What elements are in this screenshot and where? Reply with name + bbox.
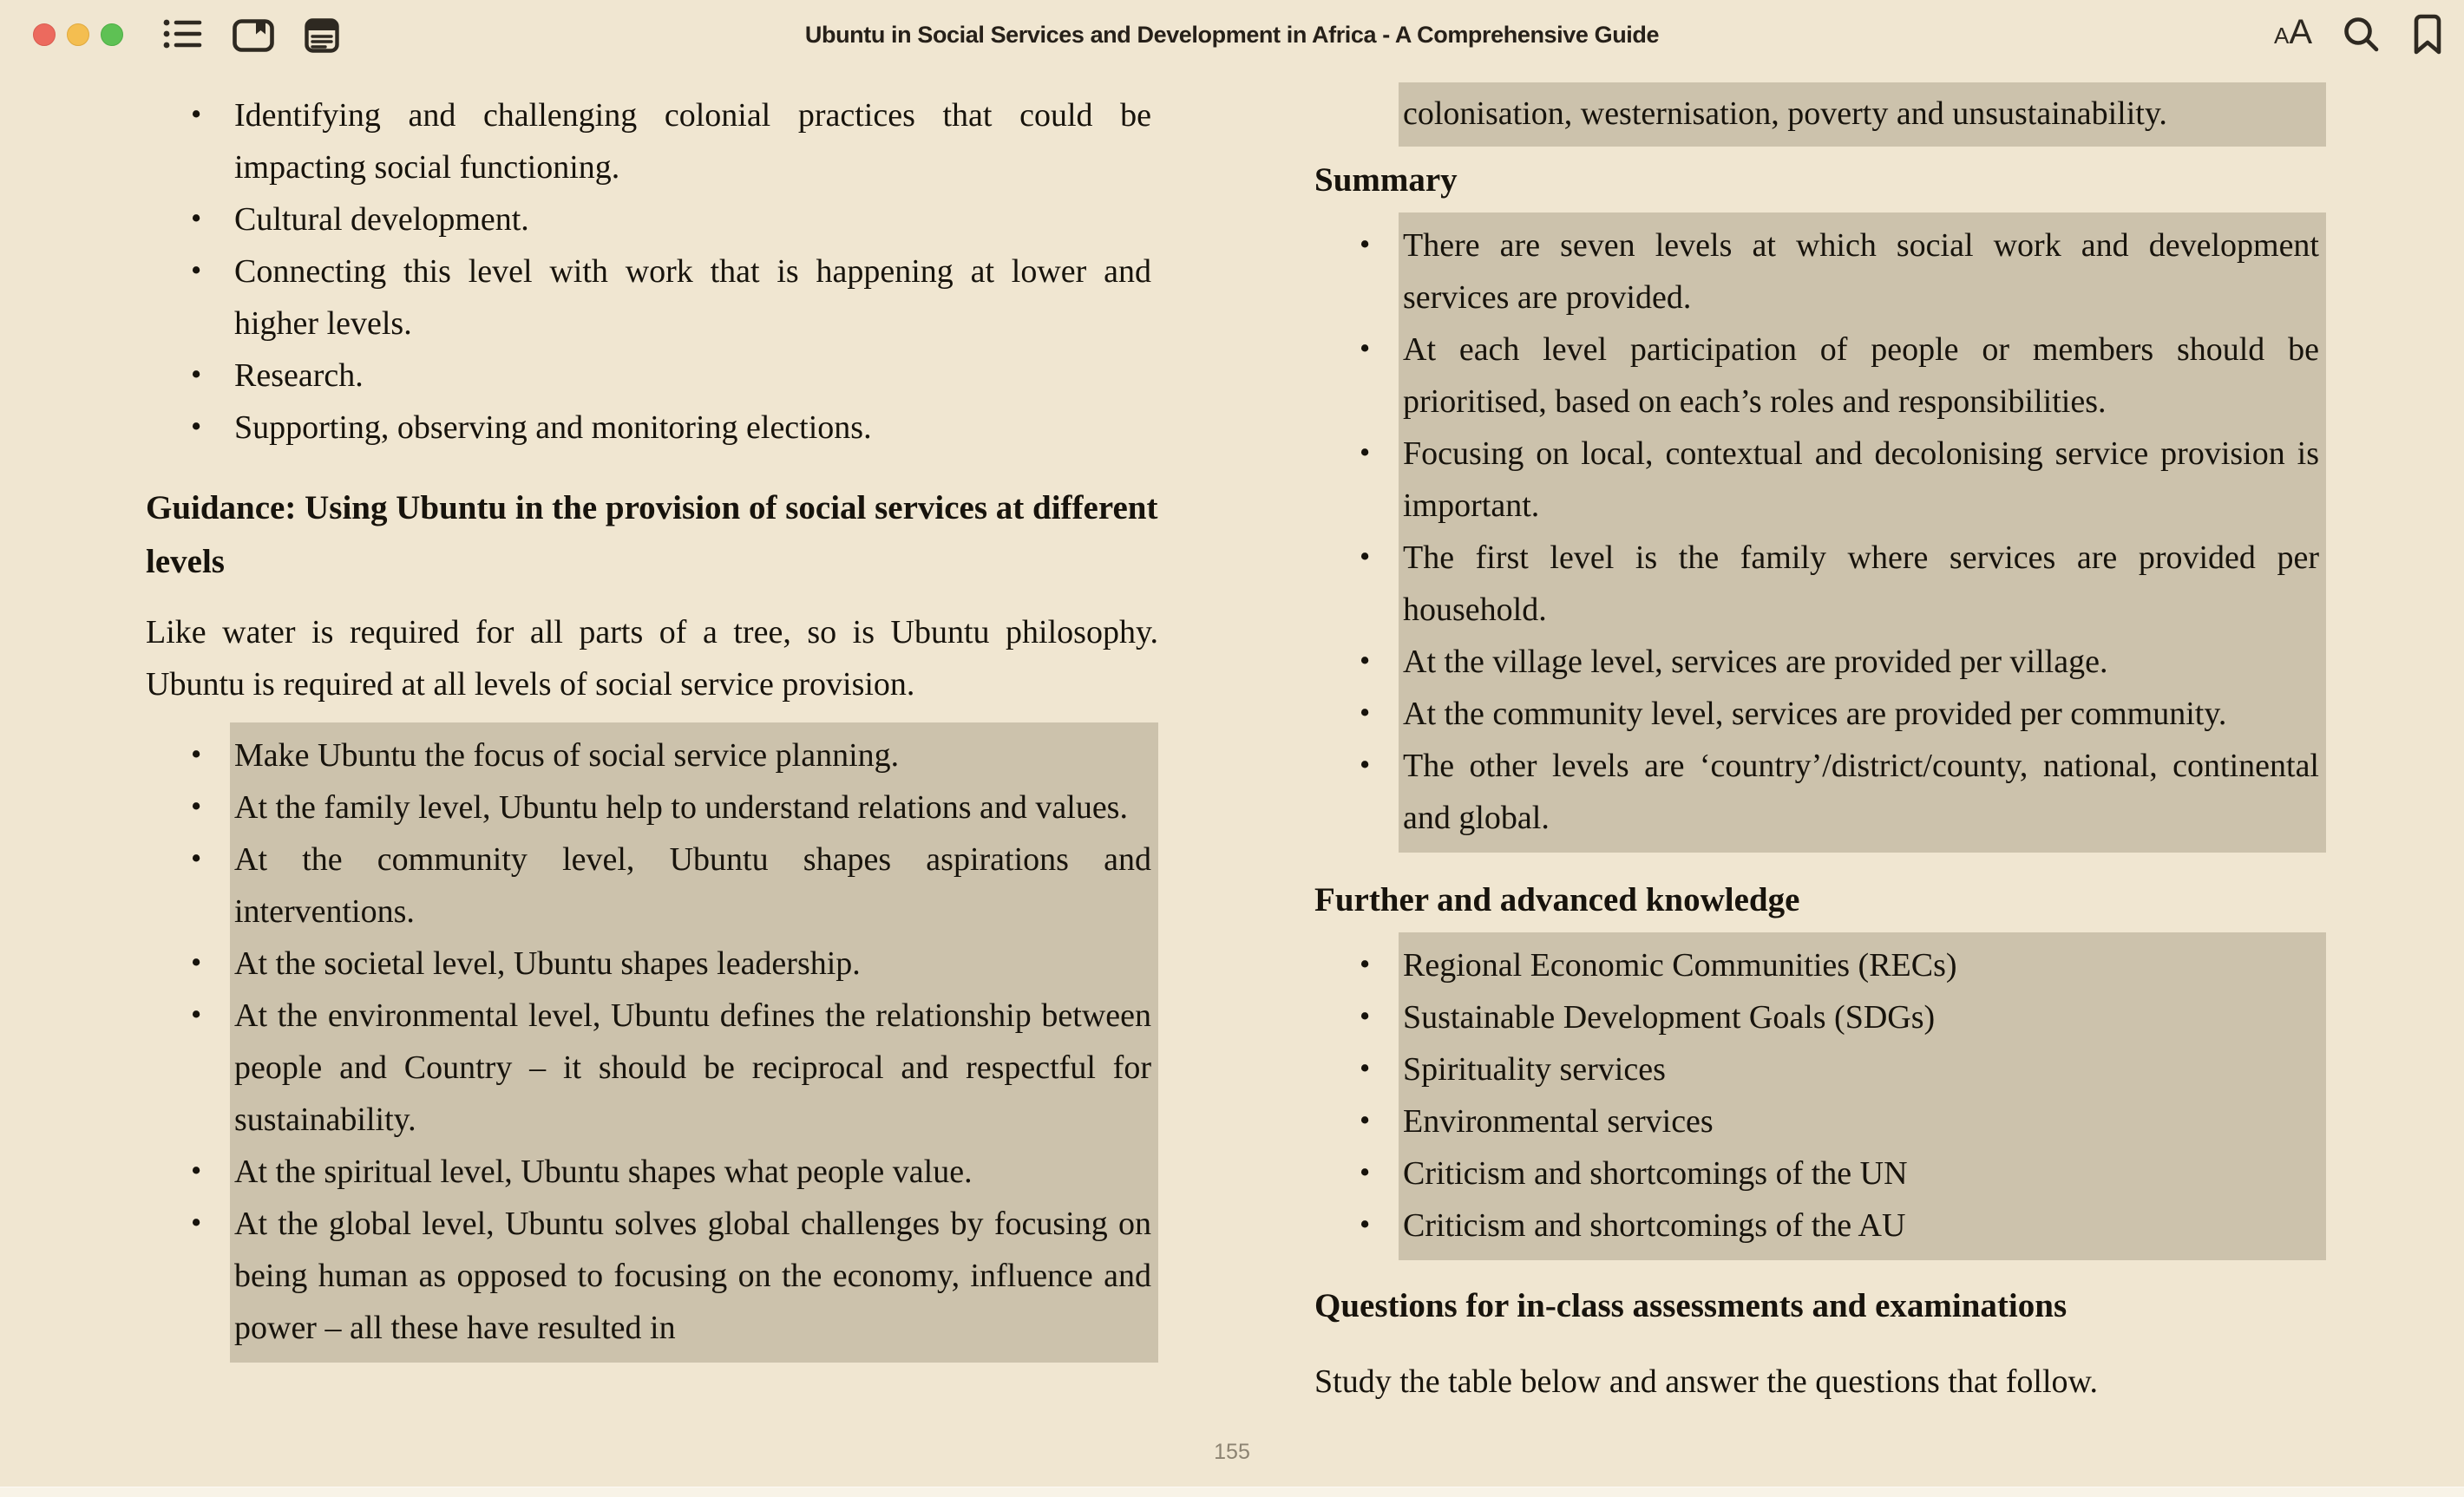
list-item: • At the family level, Ubuntu help to understand relations and values. [234, 781, 1151, 833]
list-item: • At the spiritual level, Ubuntu shapes what people value. [234, 1146, 1151, 1198]
summary-highlighted-list[interactable] [1399, 212, 2326, 853]
list-item: • Make Ubuntu the focus of social service planning. [234, 729, 1151, 781]
list-item: • At the village level, services are provided per village. [1403, 636, 2319, 688]
guidance-paragraph: Like water is required for all parts of a tree, so is Ubuntu philosophy. Ubuntu is required at all levels of social service provision. [146, 614, 1158, 703]
list-item: • At each level participation of people or members should be prioritised, based on each’s roles and responsibilities. [1403, 324, 2319, 428]
bookmark-icon [2411, 13, 2444, 56]
page-number: 155 [1214, 1440, 1250, 1464]
questions-heading: Questions for in-class assessments and examinations [1314, 1287, 2068, 1324]
list-item: • Focusing on local, contextual and decolonising service provision is important. [1403, 428, 2319, 532]
page-right-column [1314, 82, 2326, 1408]
list-item: • At the environmental level, Ubuntu defines the relationship between people and Country – it should be reciprocal and respectful for sustainability. [234, 990, 1151, 1146]
list-item: • At the community level, services are provided per community. [1403, 688, 2319, 740]
window-bottom-strip [0, 1487, 2464, 1497]
list-item: • Supporting, observing and monitoring elections. [234, 402, 1151, 454]
list-item: • Environmental services [1403, 1095, 2319, 1147]
highlight-continuation-line[interactable]: colonisation, westernisation, poverty and unsustainability. [1399, 82, 2326, 147]
text-size-icon: AA [2273, 13, 2313, 51]
closing-paragraph: Study the table below and answer the questions that follow. [1314, 1363, 2099, 1400]
list-item: • The other levels are ‘country’/district/county, national, continental and global. [1403, 740, 2319, 844]
list-item: • At the global level, Ubuntu solves global challenges by focusing on being human as opposed to focusing on the economy, influence and power – all these have resulted in [234, 1198, 1151, 1354]
list-item: • The first level is the family where services are provided per household. [1403, 532, 2319, 636]
list-item: • At the societal level, Ubuntu shapes leadership. [234, 938, 1151, 990]
list-item: • There are seven levels at which social work and development services are provided. [1403, 219, 2319, 324]
list-item: • Cultural development. [234, 193, 1151, 245]
search-button[interactable] [2341, 14, 2382, 56]
list-item: • At the community level, Ubuntu shapes aspirations and interventions. [234, 833, 1151, 938]
activities-list [230, 82, 1158, 462]
text-size-button[interactable] [2263, 12, 2323, 57]
window-title: Ubuntu in Social Services and Development in Africa - A Comprehensive Guide [804, 21, 1660, 48]
list-item: • Regional Economic Communities (RECs) [1403, 939, 2319, 991]
search-icon [2341, 14, 2382, 56]
list-item: • Research. [234, 350, 1151, 402]
levels-highlighted-list[interactable] [230, 722, 1158, 1363]
list-item: • Criticism and shortcomings of the AU [1403, 1200, 2319, 1252]
list-item: • Criticism and shortcomings of the UN [1403, 1147, 2319, 1200]
further-knowledge-highlighted-list[interactable] [1399, 932, 2326, 1260]
list-item: • Identifying and challenging colonial practices that could be impacting social functioning. [234, 89, 1151, 193]
list-item: • Sustainable Development Goals (SDGs) [1403, 991, 2319, 1043]
summary-heading: Summary [1314, 161, 1458, 199]
titlebar [0, 0, 2464, 69]
list-item: • Spirituality services [1403, 1043, 2319, 1095]
list-item: • Connecting this level with work that is happening at lower and higher levels. [234, 245, 1151, 350]
bookmark-button[interactable] [2411, 13, 2444, 56]
page-left-column [146, 82, 1158, 1363]
guidance-heading: Guidance: Using Ubuntu in the provision of social services at different levels [146, 489, 1158, 580]
further-knowledge-heading: Further and advanced knowledge [1314, 881, 1800, 918]
